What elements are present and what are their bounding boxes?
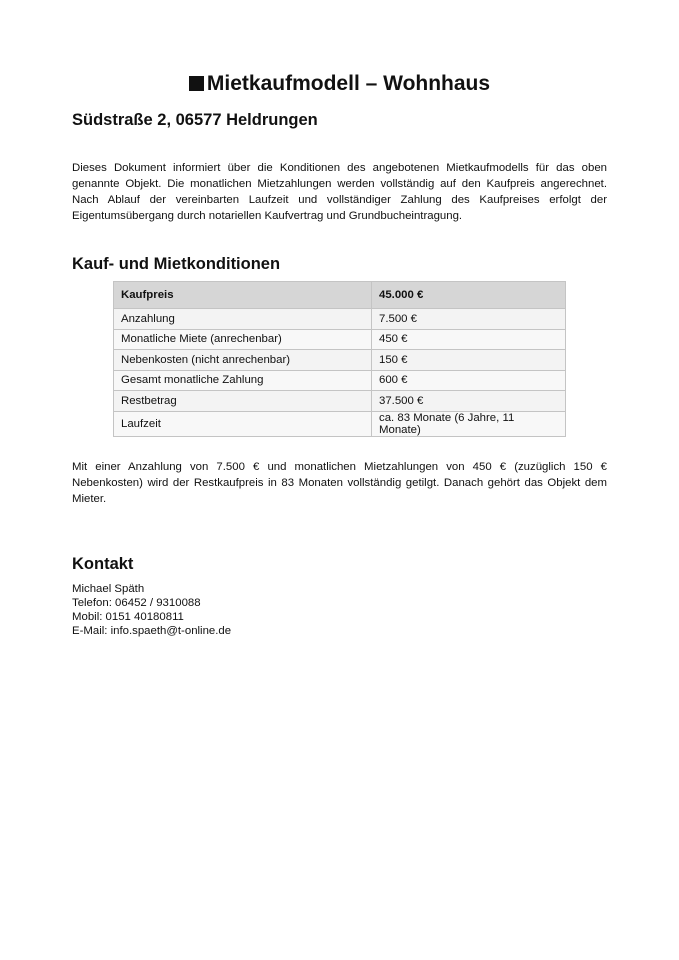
contact-phone: Telefon: 06452 / 9310088 [72, 597, 201, 609]
contact-name: Michael Späth [72, 583, 145, 595]
address-heading: Südstraße 2, 06577 Heldrungen [72, 111, 318, 129]
table-row [114, 391, 566, 412]
contact-mobile: Mobil: 0151 40180811 [72, 611, 184, 623]
table-cell: Kaufpreis [114, 282, 372, 309]
table-cell: 450 € [372, 329, 566, 350]
intro-paragraph: Dieses Dokument informiert über die Konditionen des angebotenen Mietkaufmodells für das oben genannte Objekt. Die monatlichen Mietzahlungen werden vollständig auf den Kaufpreis angerechnet. Nach Ablauf der vereinbarten Laufzeit und vollständiger Zahlung des Kaufpreises erfolgt der Eigentumsübergang durch notariellen Kaufvertrag und Grundbucheintragung. [72, 162, 607, 222]
table-cell: 37.500 € [372, 391, 566, 412]
title-text: Mietkaufmodell – Wohnhaus [206, 72, 491, 95]
contact-heading: Kontakt [72, 555, 134, 573]
conditions-heading: Kauf- und Mietkonditionen [72, 255, 281, 273]
table-cell: 150 € [372, 350, 566, 371]
table-row [114, 370, 566, 391]
table-header-row [114, 282, 566, 309]
table-cell: Anzahlung [114, 309, 372, 330]
summary-paragraph: Mit einer Anzahlung von 7.500 € und monatlichen Mietzahlungen von 450 € (zuzüglich 150 € Nebenkosten) wird der Restkaufpreis in 83 Monaten vollständig getilgt. Danach gehört das Objekt dem Mieter. [72, 461, 607, 505]
table-row [114, 329, 566, 350]
table-cell: ca. 83 Monate (6 Jahre, 11 Monate) [372, 411, 566, 436]
table-cell: 600 € [372, 370, 566, 391]
table-cell: Restbetrag [114, 391, 372, 412]
table-cell: 7.500 € [372, 309, 566, 330]
conditions-table [113, 281, 566, 437]
table-row [114, 309, 566, 330]
table-cell: Laufzeit [114, 411, 372, 436]
table-cell: Nebenkosten (nicht anrechenbar) [114, 350, 372, 371]
contact-email: E-Mail: info.spaeth@t-online.de [72, 625, 232, 637]
table-cell: Monatliche Miete (anrechenbar) [114, 329, 372, 350]
table-cell: 45.000 € [372, 282, 566, 309]
table-row [114, 350, 566, 371]
table-cell: Gesamt monatliche Zahlung [114, 370, 372, 391]
page-title [0, 72, 679, 96]
contact-block [72, 582, 231, 638]
square-bullet-icon [189, 76, 204, 91]
table-row [114, 411, 566, 436]
